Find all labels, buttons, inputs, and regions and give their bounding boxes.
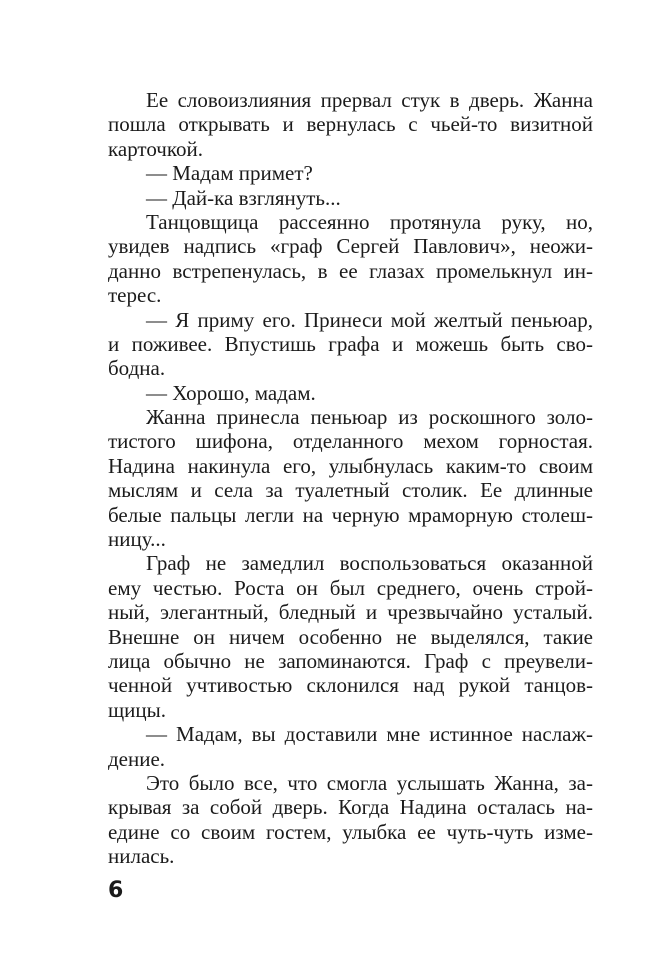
text-line: крывая за собой дверь. Когда Надина осталась на- <box>108 795 593 820</box>
text-line: ченной учтивостью склонился над рукой танцов- <box>108 673 593 698</box>
text-line: терес. <box>108 283 162 308</box>
text-line: карточкой. <box>108 136 203 161</box>
text-line: ницу... <box>108 527 166 552</box>
paragraph <box>108 405 593 551</box>
text-line: Жанна принесла пеньюар из роскошного золо- <box>146 405 593 430</box>
text-line: Это было все, что смогла услышать Жанна, за- <box>146 770 593 795</box>
text-line: нилась. <box>108 844 175 869</box>
text-line: — Мадам, вы доставили мне истинное наслаж- <box>146 722 593 747</box>
paragraph <box>108 771 593 869</box>
text-line: ный, элегантный, бледный и чрезвычайно усталый. <box>108 600 593 625</box>
paragraph <box>108 161 593 185</box>
text-line: мыслям и села за туалетный столик. Ее длинные <box>108 478 593 503</box>
text-line: Надина накинула его, улыбнулась каким-то своим <box>108 453 593 478</box>
paragraph <box>108 551 593 722</box>
paragraph <box>108 308 593 381</box>
text-line: белые пальцы легли на черную мраморную столеш- <box>108 502 593 527</box>
text-line: бодна. <box>108 356 166 381</box>
text-line: ему честью. Роста он был среднего, очень строй- <box>108 575 593 600</box>
text-line: — Дай-ка взглянуть... <box>146 185 341 210</box>
paragraph <box>108 186 593 210</box>
book-page-text <box>108 88 593 869</box>
text-line: щицы. <box>108 697 167 722</box>
text-line: тистого шифона, отделанного мехом горностая. <box>108 429 593 454</box>
paragraph <box>108 722 593 771</box>
text-line: пошла открывать и вернулась с чьей-то визитной <box>108 112 593 137</box>
paragraph <box>108 381 593 405</box>
text-line: Танцовщица рассеянно протянула руку, но, <box>146 209 593 234</box>
paragraph <box>108 210 593 308</box>
text-line: Ее словоизлияния прервал стук в дверь. Жанна <box>146 88 593 112</box>
text-line: едине со своим гостем, улыбка ее чуть-чуть изме- <box>108 819 593 844</box>
text-line: и поживее. Впустишь графа и можешь быть сво- <box>108 331 593 356</box>
paragraph <box>108 88 593 161</box>
text-line: дение. <box>108 746 166 771</box>
text-line: — Я приму его. Принеси мой желтый пеньюар, <box>146 307 593 332</box>
text-line: — Мадам примет? <box>146 161 313 186</box>
text-line: — Хорошо, мадам. <box>146 380 316 405</box>
text-line: увидев надпись «граф Сергей Павлович», неожи- <box>108 234 593 259</box>
text-line: лица обычно не запоминаются. Граф с преувели- <box>108 648 593 673</box>
page-number: 6 <box>108 878 124 903</box>
text-line: Граф не замедлил воспользоваться оказанной <box>146 551 593 576</box>
text-line: Внешне он ничем особенно не выделялся, такие <box>108 624 593 649</box>
text-line: данно встрепенулась, в ее глазах промелькнул ин- <box>108 258 593 283</box>
